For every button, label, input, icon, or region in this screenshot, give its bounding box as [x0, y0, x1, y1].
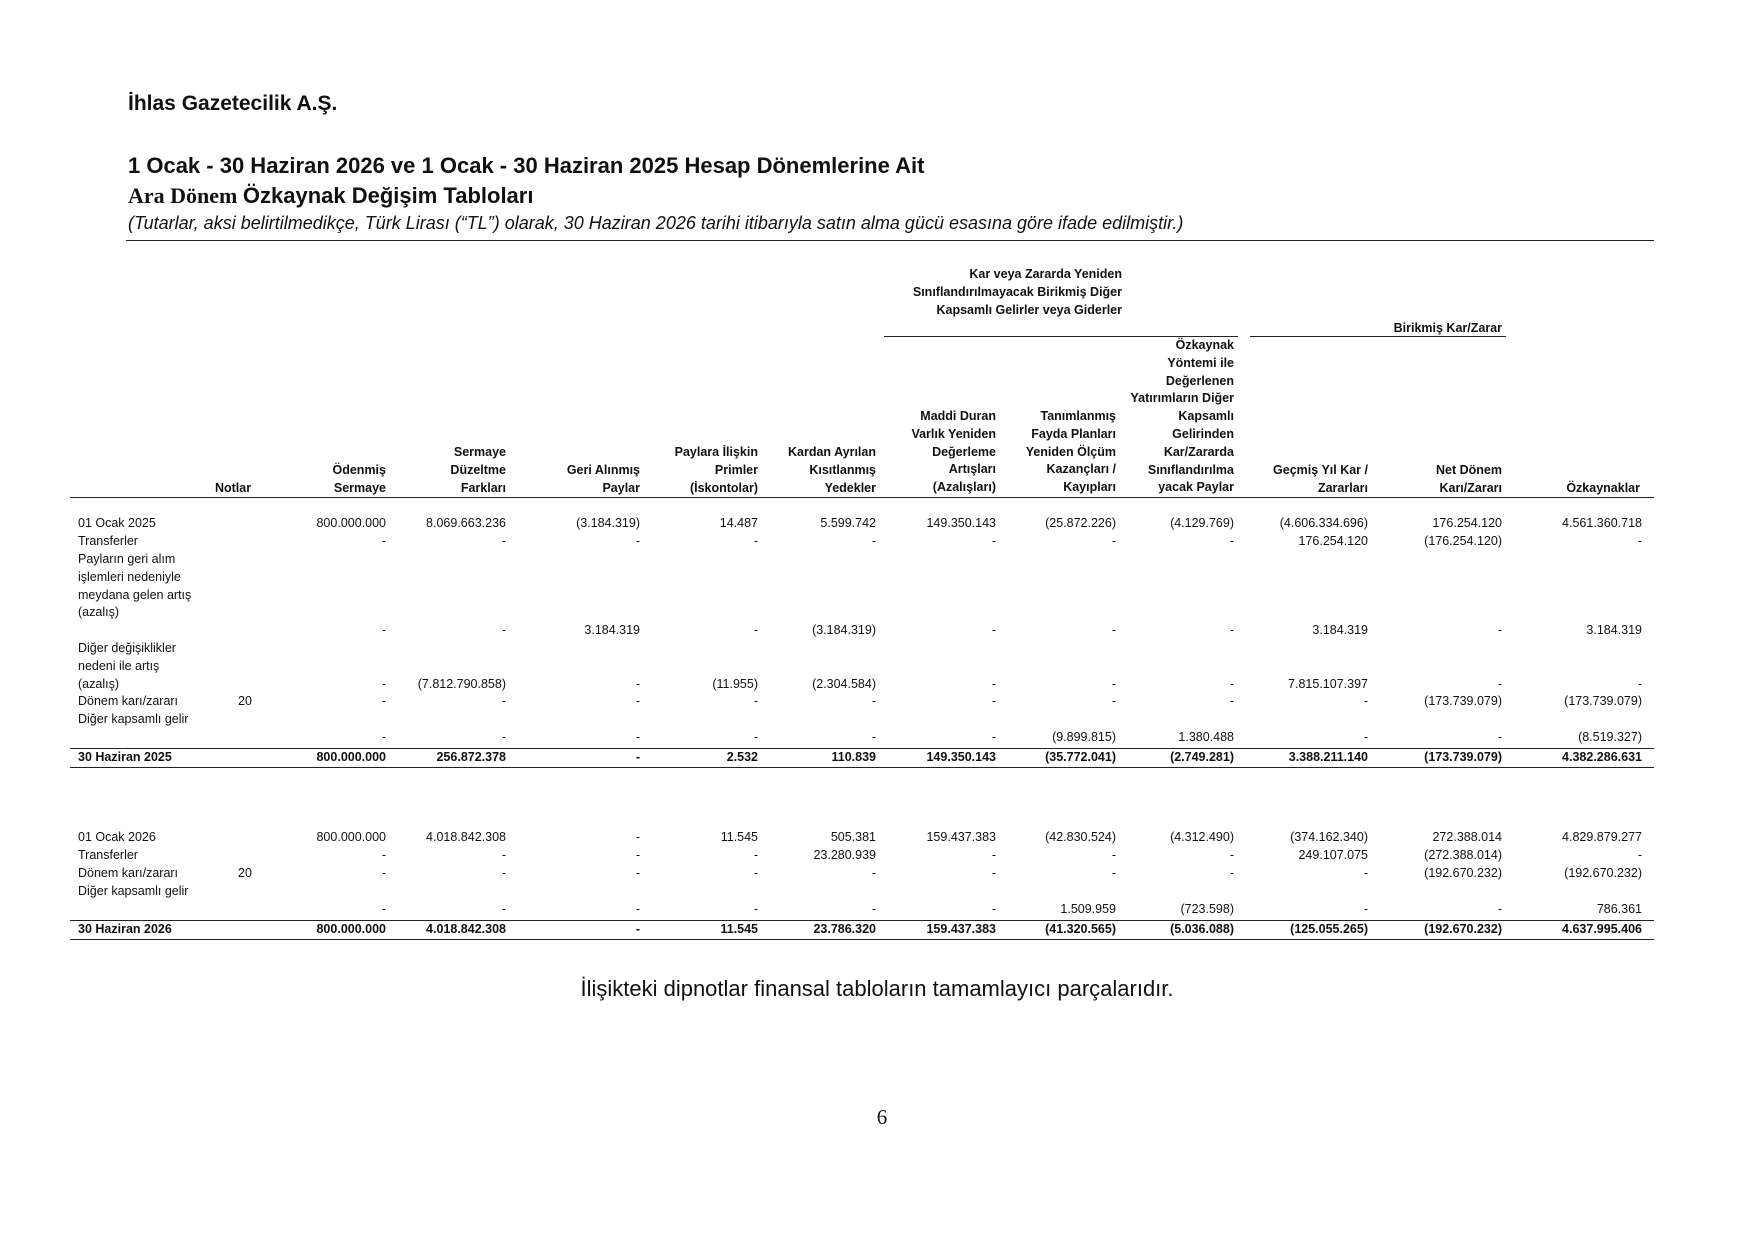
table-cell: -: [381, 694, 386, 708]
col-header-primler: Paylara İlişkin Primler (İskontolar): [674, 445, 758, 495]
table-cell: -: [1229, 623, 1234, 638]
table-cell: 110.839: [831, 750, 876, 764]
header-group-oci: Kar veya Zararda Yeniden Sınıflandırılmayacak Birikmiş Diğer Kapsamlı Gelirler veya Giderler: [912, 267, 1122, 317]
table-cell: (7.812.790.858): [417, 676, 506, 691]
cell-notlar: 20: [238, 694, 252, 708]
table-cell: 176.254.120: [1298, 534, 1368, 548]
table-cell: 11.545: [720, 922, 758, 936]
rule-total-2026-bottom: [70, 939, 1654, 940]
table-cell: (192.670.232): [1424, 866, 1502, 880]
table-cell: -: [1111, 866, 1116, 880]
table-cell: -: [381, 848, 386, 862]
table-cell: (173.739.079): [1564, 694, 1642, 708]
table-cell: 272.388.014: [1432, 830, 1502, 844]
col-header-net-donem: Net Dönem Karı/Zararı: [1436, 463, 1502, 495]
table-cell: 159.437.383: [926, 830, 996, 844]
table-cell: -: [381, 901, 386, 916]
col-header-gecmis-yil: Geçmiş Yıl Kar / Zararları: [1273, 463, 1368, 495]
table-cell: -: [753, 694, 758, 708]
row-label: Dönem karı/zararı: [78, 694, 179, 708]
table-cell: (9.899.815): [1052, 729, 1116, 744]
table-cell: 256.872.378: [436, 750, 506, 764]
table-cell: -: [501, 623, 506, 638]
table-cell: -: [635, 694, 640, 708]
table-cell: (2.304.584): [812, 676, 876, 691]
statement-subtitle: (Tutarlar, aksi belirtilmedikçe, Türk Lirası (“TL”) olarak, 30 Haziran 2026 tarihi itibarıyla satın alma gücü esasına göre ifade edilmiştir.): [128, 213, 1184, 233]
table-cell: 4.829.879.277: [1562, 830, 1642, 844]
table-cell: -: [1111, 623, 1116, 638]
table-cell: (272.388.014): [1424, 848, 1502, 862]
table-cell: 14.487: [719, 516, 758, 530]
table-cell: -: [381, 866, 386, 880]
table-cell: -: [1363, 866, 1368, 880]
table-cell: (173.739.079): [1424, 694, 1502, 708]
table-cell: 3.184.319: [584, 623, 640, 638]
table-cell: -: [381, 676, 386, 691]
table-cell: 800.000.000: [316, 830, 386, 844]
table-cell: -: [501, 694, 506, 708]
col-header-odenmis-sermaye: Ödenmiş Sermaye: [332, 463, 386, 495]
table-cell: 159.437.383: [926, 922, 996, 936]
table-cell: -: [635, 750, 640, 764]
table-cell: -: [753, 848, 758, 862]
table-cell: -: [1637, 534, 1642, 548]
cell-notlar: 20: [238, 866, 252, 880]
statement-title-line1: 1 Ocak - 30 Haziran 2026 ve 1 Ocak - 30 Haziran 2025 Hesap Dönemlerine Ait: [128, 153, 925, 178]
col-header-notlar: Notlar: [214, 481, 252, 495]
table-cell: -: [991, 901, 996, 916]
table-cell: (173.739.079): [1424, 750, 1502, 764]
col-header-maddi-duran: Maddi Duran Varlık Yeniden Değerleme Artışları (Azalışları): [911, 409, 996, 495]
table-cell: (176.254.120): [1424, 534, 1502, 548]
row-label: Transferler: [78, 848, 138, 862]
table-cell: -: [1637, 848, 1642, 862]
table-cell: (25.872.226): [1045, 516, 1116, 530]
table-cell: (11.955): [712, 676, 758, 691]
rule-total-2025-top: [70, 748, 1654, 749]
table-cell: -: [1229, 694, 1234, 708]
table-cell: 3.184.319: [1586, 623, 1642, 638]
table-cell: -: [1111, 848, 1116, 862]
table-cell: 7.815.107.397: [1288, 676, 1368, 691]
col-header-sermaye-duzeltme: Sermaye Düzeltme Farkları: [450, 445, 506, 495]
table-cell: 800.000.000: [316, 922, 386, 936]
table-cell: (5.036.088): [1170, 922, 1234, 936]
table-cell: -: [753, 901, 758, 916]
table-cell: -: [753, 729, 758, 744]
table-cell: 23.280.939: [813, 848, 876, 862]
table-cell: (2.749.281): [1170, 750, 1234, 764]
table-cell: 4.018.842.308: [426, 922, 506, 936]
table-cell: -: [635, 866, 640, 880]
table-cell: (41.320.565): [1045, 922, 1116, 936]
table-cell: -: [1497, 729, 1502, 744]
col-header-geri-alinmis: Geri Alınmış Paylar: [566, 463, 640, 495]
row-label: Transferler: [78, 534, 138, 548]
table-cell: 4.018.842.308: [426, 830, 506, 844]
table-cell: -: [1111, 534, 1116, 548]
table-cell: -: [871, 694, 876, 708]
table-cell: -: [753, 534, 758, 548]
statement-title-line2-b: Özkaynak Değişim Tabloları: [242, 183, 534, 208]
header-bottom-rule: [70, 497, 1654, 498]
table-cell: -: [1497, 676, 1502, 691]
table-cell: 786.361: [1596, 901, 1642, 916]
statement-title-line2: [128, 183, 533, 209]
table-cell: 3.388.211.140: [1288, 750, 1368, 764]
table-cell: -: [871, 866, 876, 880]
table-cell: -: [501, 729, 506, 744]
row-label: 30 Haziran 2026: [78, 922, 172, 936]
table-cell: -: [871, 534, 876, 548]
table-cell: 4.637.995.406: [1562, 922, 1642, 936]
table-cell: -: [1637, 676, 1642, 691]
table-cell: (8.519.327): [1578, 729, 1642, 744]
table-cell: -: [635, 922, 640, 936]
table-cell: -: [1229, 534, 1234, 548]
table-cell: 505.381: [830, 830, 876, 844]
table-cell: -: [991, 848, 996, 862]
company-name: İhlas Gazetecilik A.Ş.: [128, 92, 338, 115]
row-label: Diğer kapsamlı gelir: [78, 712, 189, 726]
table-cell: -: [381, 534, 386, 548]
table-cell: (3.184.319): [576, 516, 640, 530]
table-cell: -: [991, 866, 996, 880]
table-cell: 800.000.000: [316, 516, 386, 530]
table-cell: 4.382.286.631: [1562, 750, 1642, 764]
table-cell: (125.055.265): [1290, 922, 1368, 936]
col-header-kisitlanmis-yedekler: Kardan Ayrılan Kısıtlanmış Yedekler: [788, 445, 876, 495]
row-label: Diğer değişiklikler nedeni ile artış (azalış): [78, 641, 176, 691]
table-cell: -: [501, 901, 506, 916]
table-cell: -: [501, 848, 506, 862]
table-cell: -: [753, 623, 758, 638]
table-cell: 1.509.959: [1060, 901, 1116, 916]
table-cell: -: [381, 729, 386, 744]
table-cell: 1.380.488: [1178, 729, 1234, 744]
table-cell: -: [1497, 623, 1502, 638]
table-cell: -: [635, 830, 640, 844]
table-cell: (374.162.340): [1290, 830, 1368, 844]
table-cell: 176.254.120: [1432, 516, 1502, 530]
table-cell: -: [501, 866, 506, 880]
table-cell: (192.670.232): [1564, 866, 1642, 880]
footnote: İlişikteki dipnotlar finansal tabloların tamamlayıcı parçalarıdır.: [580, 976, 1174, 1001]
table-cell: 23.786.320: [813, 922, 876, 936]
table-cell: -: [871, 901, 876, 916]
table-cell: -: [635, 729, 640, 744]
table-cell: 11.545: [720, 830, 758, 844]
rule-total-2025-bottom: [70, 767, 1654, 768]
table-cell: (4.129.769): [1170, 516, 1234, 530]
top-rule: [126, 240, 1654, 241]
table-cell: 2.532: [726, 750, 758, 764]
table-cell: -: [1363, 729, 1368, 744]
table-cell: 3.184.319: [1312, 623, 1368, 638]
row-label: Diğer kapsamlı gelir: [78, 884, 189, 898]
row-label: Payların geri alım işlemleri nedeniyle meydana gelen artış (azalış): [78, 552, 192, 620]
page-number: 6: [876, 1105, 888, 1129]
table-cell: -: [753, 866, 758, 880]
table-cell: -: [635, 534, 640, 548]
table-cell: -: [1363, 694, 1368, 708]
table-cell: 249.107.075: [1298, 848, 1368, 862]
table-cell: -: [1229, 848, 1234, 862]
table-cell: -: [991, 694, 996, 708]
header-group-retained-rule: [1250, 336, 1506, 337]
table-cell: (35.772.041): [1045, 750, 1116, 764]
table-cell: -: [381, 623, 386, 638]
table-cell: -: [635, 676, 640, 691]
table-cell: -: [1229, 676, 1234, 691]
header-group-retained: Birikmiş Kar/Zarar: [1393, 321, 1502, 335]
table-cell: (723.598): [1180, 901, 1234, 916]
table-cell: (3.184.319): [812, 623, 876, 638]
table-cell: 5.599.742: [820, 516, 876, 530]
table-cell: -: [991, 534, 996, 548]
table-cell: (42.830.524): [1045, 830, 1116, 844]
table-cell: -: [635, 901, 640, 916]
table-cell: -: [1229, 866, 1234, 880]
row-label: 01 Ocak 2025: [78, 516, 156, 530]
table-cell: -: [991, 729, 996, 744]
col-header-ozkaynaklar: Özkaynaklar: [1566, 481, 1640, 495]
table-cell: -: [635, 848, 640, 862]
row-label: Dönem karı/zararı: [78, 866, 179, 880]
statement-title-line2-a: Ara Dönem: [128, 183, 243, 208]
table-cell: -: [1497, 901, 1502, 916]
table-cell: -: [1363, 901, 1368, 916]
table-cell: (192.670.232): [1424, 922, 1502, 936]
table-cell: -: [871, 729, 876, 744]
rule-total-2026-top: [70, 920, 1654, 921]
table-cell: -: [1111, 694, 1116, 708]
row-label: 01 Ocak 2026: [78, 830, 156, 844]
table-cell: -: [1111, 676, 1116, 691]
table-cell: (4.312.490): [1170, 830, 1234, 844]
table-cell: -: [991, 676, 996, 691]
col-header-ozkaynak-yontemi: Özkaynak Yöntemi ile Değerlenen Yatırımların Diğer Kapsamlı Gelirinden Kar/Zararda Sınıflandırılma yacak Paylar: [1130, 338, 1234, 495]
table-cell: -: [501, 534, 506, 548]
col-header-tanimlanmis-fayda: Tanımlanmış Fayda Planları Yeniden Ölçüm Kazançları / Kayıpları: [1025, 409, 1116, 495]
row-label: 30 Haziran 2025: [78, 750, 172, 764]
table-cell: 149.350.143: [926, 750, 996, 764]
table-cell: 149.350.143: [926, 516, 996, 530]
table-cell: -: [991, 623, 996, 638]
table-cell: 800.000.000: [316, 750, 386, 764]
table-cell: 8.069.663.236: [426, 516, 506, 530]
table-cell: (4.606.334.696): [1279, 516, 1368, 530]
table-cell: 4.561.360.718: [1562, 516, 1642, 530]
